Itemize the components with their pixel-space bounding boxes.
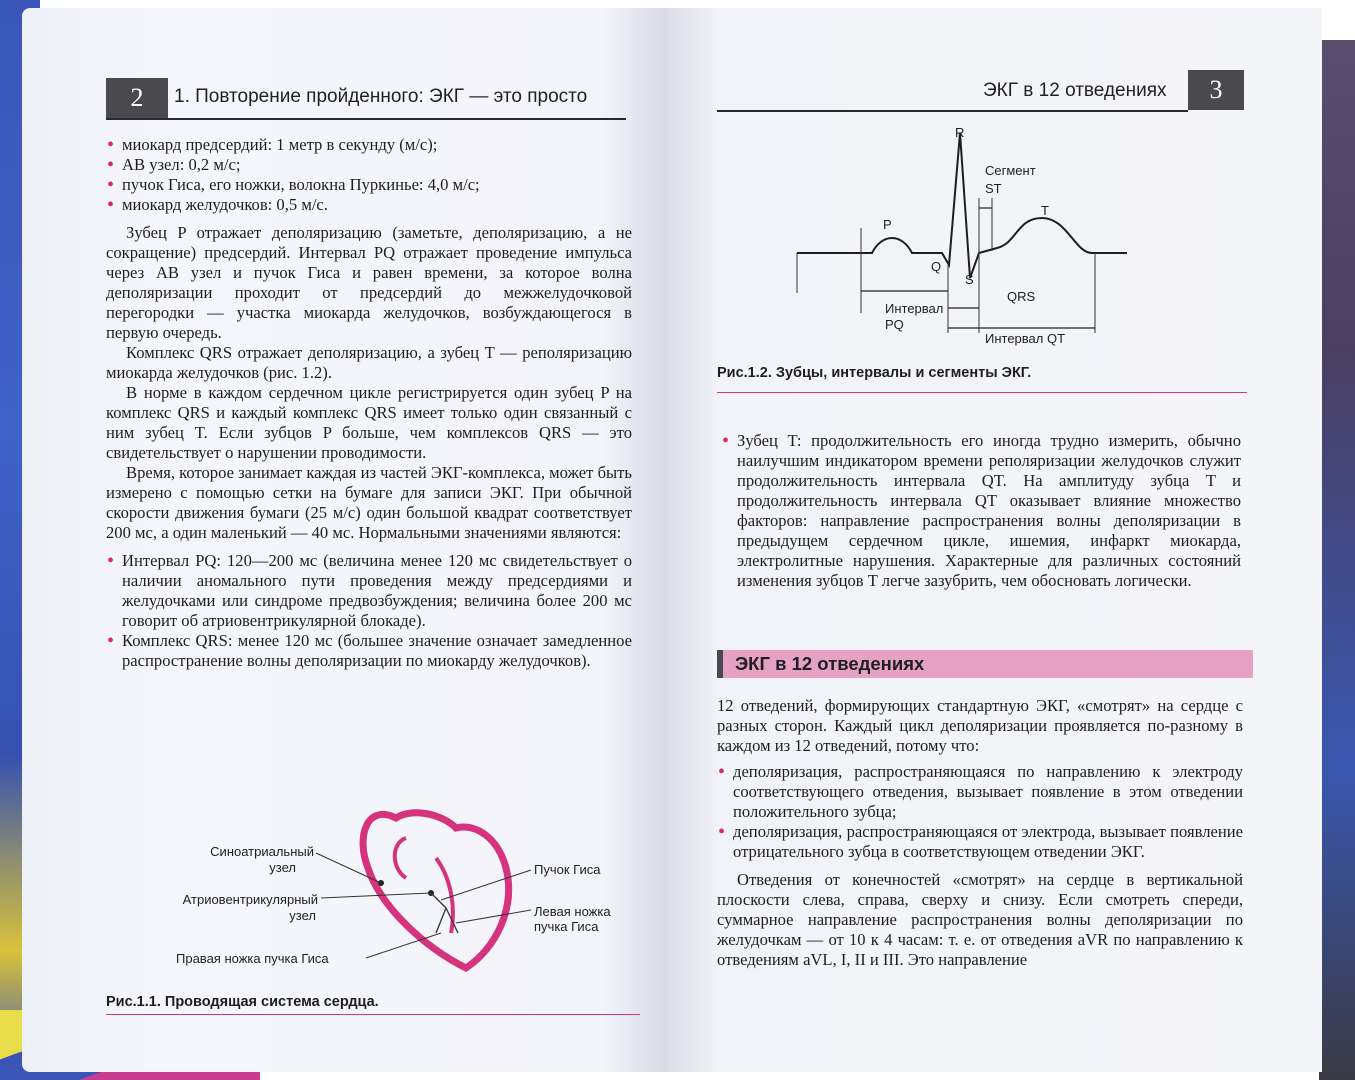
label-right-branch: Правая ножка пучка Гиса (176, 951, 329, 966)
paragraph: Комплекс QRS отражает деполяризацию, а зубец T — реполяризацию миокарда желудочков (рис. 1.2). (106, 343, 632, 382)
heart-outline (363, 813, 509, 968)
body-text-top (106, 135, 632, 671)
paragraph: Время, которое занимает каждая из частей ЭКГ-комплекса, может быть измерено с помощью сетки на бумаге для записи ЭКГ. При обычной скорости движения бумаги (25 м/с) один большой квадрат соответствует 200 мс, а один маленький — 40 мс. Нормальными значениями являются: (106, 463, 632, 542)
right-page (667, 8, 1322, 1072)
label-left-branch: Левая ножка (534, 904, 611, 919)
label-st: ST (985, 181, 1002, 196)
paragraph: В норме в каждом сердечном цикле регистрируется один зубец P на комплекс QRS и каждый комплекс QRS имеет только один связанный с ним зубец T. Если зубцов P больше, чем комплексов QRS — это свидетельствует о нарушении проводимости. (106, 383, 632, 462)
speed-list (106, 135, 632, 215)
section-heading: ЭКГ в 12 отведениях (717, 650, 1253, 678)
left-page (22, 8, 667, 1072)
label-his: Пучок Гиса (534, 862, 601, 877)
label-sa-node: Синоатриальный (210, 844, 314, 859)
list-item: • пучок Гиса, его ножки, волокна Пуркинье: 4,0 м/с; (106, 175, 632, 195)
page-number: 2 (106, 78, 168, 118)
list-item: • Зубец T: продолжительность его иногда трудно измерить, обычно наилучшим индикатором времени реполяризации желудочков служит продолжительность интервала QT. На амплитуду зубца T и продолжительность интервала QT оказывает влияние множество факторов: направление распространения волны деполяризации в предыдущем сердечном цикле, ишемия, инфаркт миокарда, электролитные нарушения. Характерные для различных состояний изменения зубцов T легче зазубрить, чем обосновать логически. (721, 431, 1241, 591)
label-qrs: QRS (1007, 289, 1036, 304)
paragraph: 12 отведений, формирующих стандартную ЭКГ, «смотрят» на сердце с разных сторон. Каждый цикл деполяризации проявляется по-разному в каждом из 12 отведений, потому что: (717, 696, 1243, 755)
running-header: 1. Повторение пройденного: ЭКГ — это просто (174, 86, 588, 107)
label-s: S (965, 272, 974, 287)
leader-line (321, 893, 431, 898)
list-item: • миокард предсердий: 1 метр в секунду (м/с); (106, 135, 632, 155)
ecg-waveform-figure (757, 123, 1197, 353)
leads-list (717, 762, 1243, 862)
label-pq: Интервал (885, 301, 944, 316)
label-segment: Сегмент (985, 163, 1036, 178)
label-t: T (1041, 203, 1049, 218)
label-left-branch-2: пучка Гиса (534, 919, 599, 934)
label-p: P (883, 217, 892, 232)
book-cover-right-edge (1319, 40, 1355, 1080)
list-item: • АВ узел: 0,2 м/с; (106, 155, 632, 175)
body-text-bottom (717, 696, 1243, 970)
conduction-system-figure (106, 798, 646, 978)
header-rule (717, 110, 1188, 112)
list-item: • деполяризация, распространяющаяся от электрода, вызывает появление отрицательного зубца в соответствующем отведении ЭКГ. (717, 822, 1243, 862)
label-pq-2: PQ (885, 317, 904, 332)
list-item: • Интервал PQ: 120—200 мс (величина менее 120 мс свидетельствует о наличии аномального пути проведения между предсердиями и желудочками или синдроме предвозбуждения; величина более 200 мс говорит об атриовентрикулярной блокаде). (106, 551, 632, 631)
ecg-trace (797, 133, 1127, 278)
caption-rule (106, 1014, 640, 1015)
leader-line (456, 910, 531, 923)
figure-caption: Рис.1.2. Зубцы, интервалы и сегменты ЭКГ. (717, 365, 1032, 381)
list-item: • миокард желудочков: 0,5 м/с. (106, 195, 632, 215)
figure-caption: Рис.1.1. Проводящая система сердца. (106, 994, 379, 1010)
label-q: Q (931, 259, 942, 274)
paragraph: Зубец P отражает деполяризацию (заметьте, деполяризацию, а не сокращение) предсердий. Интервал PQ отражает проведение импульса через АВ узел и пучок Гиса и равен времени, за которое волна деполяризации проходит от предсердий до межжелудочковой перегородки — участка миокарда желудочков, возбуждающегося в первую очередь. (106, 223, 632, 342)
label-r: R (955, 125, 965, 140)
header-rule (106, 118, 626, 120)
caption-rule (717, 392, 1247, 393)
running-header: ЭКГ в 12 отведениях (983, 80, 1167, 101)
paragraph: Отведения от конечностей «смотрят» на сердце в вертикальной плоскости слева, справа, сверху и снизу. Если смотреть спереди, суммарное направление распространения волны деполяризации по желудочкам — от 10 к 4 часам: т. е. от отведения aVR по направлению к отведениям aVL, I, II и III. Это направление (717, 870, 1243, 969)
t-wave-text (721, 431, 1241, 591)
leader-line (441, 870, 531, 900)
label-av-node: Атриовентрикулярный (182, 892, 318, 907)
label-sa-node-2: узел (269, 860, 296, 875)
list-item: • деполяризация, распространяющаяся по направлению к электроду соответствующего отведения, вызывает появление в этом отведении положительного зубца; (717, 762, 1243, 822)
label-qt: Интервал QT (985, 331, 1066, 346)
normal-values-list (106, 551, 632, 671)
label-av-node-2: узел (289, 908, 316, 923)
page-number: 3 (1188, 70, 1244, 110)
list-item: • Комплекс QRS: менее 120 мс (большее значение означает замедленное распространение волны деполяризации по миокарду желудочков). (106, 631, 632, 671)
